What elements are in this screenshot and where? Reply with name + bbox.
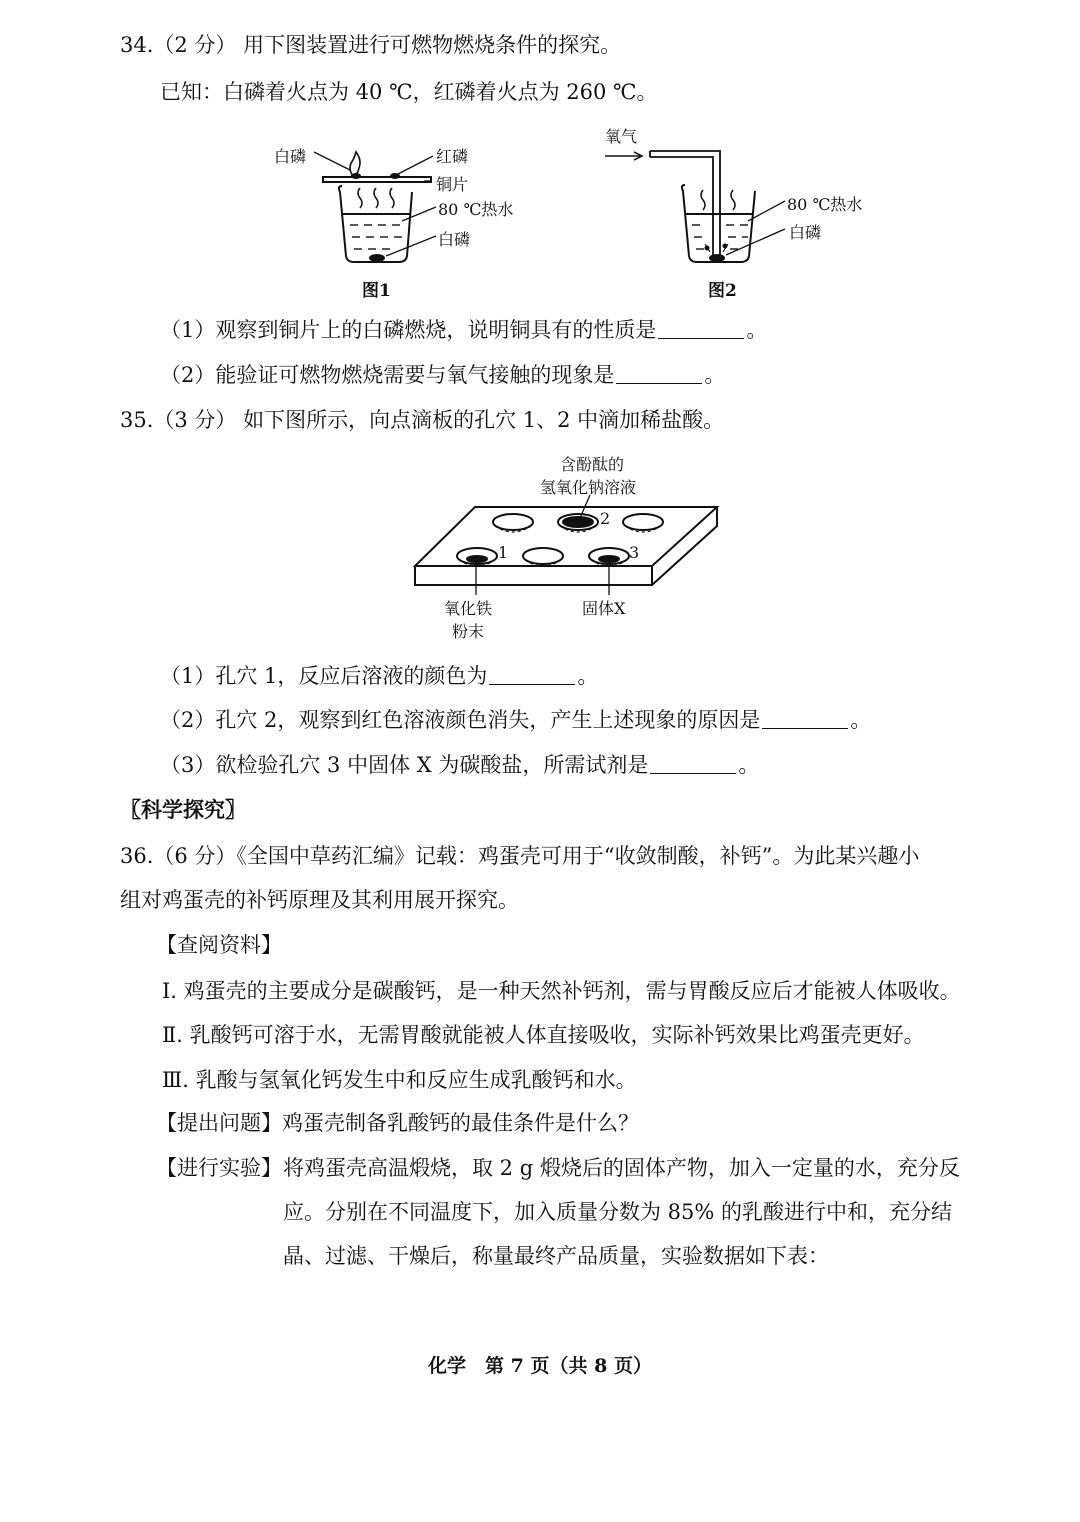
q36-reference-2: Ⅱ. 乳酸钙可溶于水，无需胃酸就能被人体直接吸收，实际补钙效果比鸡蛋壳更好。: [162, 1023, 925, 1047]
fig1-caption: 图1: [362, 281, 391, 301]
fig2-white-phosphorus-label: 白磷: [789, 223, 822, 242]
q35-sub3: [160, 750, 759, 780]
answer-blank[interactable]: [762, 708, 848, 729]
q35-sub2-text: （2）孔穴 2，观察到红色溶液颜色消失，产生上述现象的原因是: [160, 708, 761, 732]
fig2-hot-water-label: 80 ℃热水: [787, 195, 863, 214]
q34-known: 已知：白磷着火点为 40 ℃，红磷着火点为 260 ℃。: [160, 80, 658, 104]
page-footer: 化学 第 7 页（共 8 页）: [428, 1355, 652, 1377]
q36-line1: 36.（6 分）《全国中草药汇编》记载：鸡蛋壳可用于“收敛制酸，补钙”。为此某兴趣小: [120, 844, 920, 868]
fig1-red-phosphorus-label: 红磷: [436, 147, 469, 166]
q35-sub2-end: 。: [850, 708, 872, 732]
fig2-oxygen-label: 氧气: [605, 127, 638, 146]
q34-sub2-end: 。: [704, 363, 726, 387]
q36-question-text: 鸡蛋壳制备乳酸钙的最佳条件是什么？: [282, 1111, 639, 1135]
q36-reference-1: Ⅰ. 鸡蛋壳的主要成分是碳酸钙，是一种天然补钙剂，需与胃酸反应后才能被人体吸收。: [162, 979, 961, 1003]
q34-sub1-text: （1）观察到铜片上的白磷燃烧，说明铜具有的性质是: [160, 318, 657, 342]
q35-top-label-1: 含酚酞的: [560, 455, 625, 474]
q35-top-label-2: 氢氧化钠溶液: [540, 478, 637, 497]
well-number-1: 1: [498, 543, 509, 562]
well-number-2: 2: [600, 509, 611, 528]
q36-question-tag: 【提出问题】: [156, 1111, 282, 1135]
q35-sub2: [160, 705, 871, 735]
q36-question-row: [156, 1108, 639, 1138]
q36-exp-line1: 将鸡蛋壳高温煅烧，取 2 g 煅烧后的固体产物，加入一定量的水，充分反: [283, 1156, 960, 1180]
q35-sub3-text: （3）欲检验孔穴 3 中固体 X 为碳酸盐，所需试剂是: [160, 753, 649, 777]
q36-line2: 组对鸡蛋壳的补钙原理及其利用展开探究。: [120, 888, 519, 912]
answer-blank[interactable]: [650, 753, 736, 774]
q35-iron-oxide-label-2: 粉末: [452, 622, 485, 641]
q36-exp-tag: 【进行实验】: [156, 1156, 282, 1180]
q35-sub1: [160, 661, 598, 691]
q36-exp-line2: 应。分别在不同温度下，加入质量分数为 85% 的乳酸进行中和，充分结: [283, 1200, 953, 1224]
q34-title: 34.（2 分） 用下图装置进行可燃物燃烧条件的探究。: [120, 33, 622, 57]
fig1-white-phosphorus-bottom-label: 白磷: [438, 230, 471, 249]
fig1-copper-label: 铜片: [436, 175, 469, 194]
q35-title: 35.（3 分） 如下图所示，向点滴板的孔穴 1、2 中滴加稀盐酸。: [120, 408, 725, 432]
q35-solid-x-label: 固体X: [582, 599, 626, 618]
q36-reference-3: Ⅲ. 乳酸与氢氧化钙发生中和反应生成乳酸钙和水。: [162, 1068, 637, 1092]
fig1-white-phosphorus-top-label: 白磷: [274, 147, 307, 166]
q36-exp-line3: 晶、过滤、干燥后，称量最终产品质量，实验数据如下表：: [283, 1244, 829, 1268]
q34-sub2-text: （2）能验证可燃物燃烧需要与氧气接触的现象是: [160, 363, 615, 387]
section-heading: 〖科学探究〗: [120, 797, 246, 822]
answer-blank[interactable]: [489, 664, 575, 685]
q35-sub1-text: （1）孔穴 1，反应后溶液的颜色为: [160, 664, 488, 688]
well-number-3: 3: [629, 543, 640, 562]
q34-sub1-end: 。: [746, 318, 768, 342]
fig2-caption: 图2: [708, 281, 737, 301]
q35-iron-oxide-label-1: 氧化铁: [444, 599, 493, 618]
q35-sub1-end: 。: [577, 664, 599, 688]
q35-sub3-end: 。: [738, 753, 760, 777]
fig1-hot-water-label: 80 ℃热水: [438, 200, 514, 219]
q36-reference-header: 【查阅资料】: [156, 933, 282, 957]
